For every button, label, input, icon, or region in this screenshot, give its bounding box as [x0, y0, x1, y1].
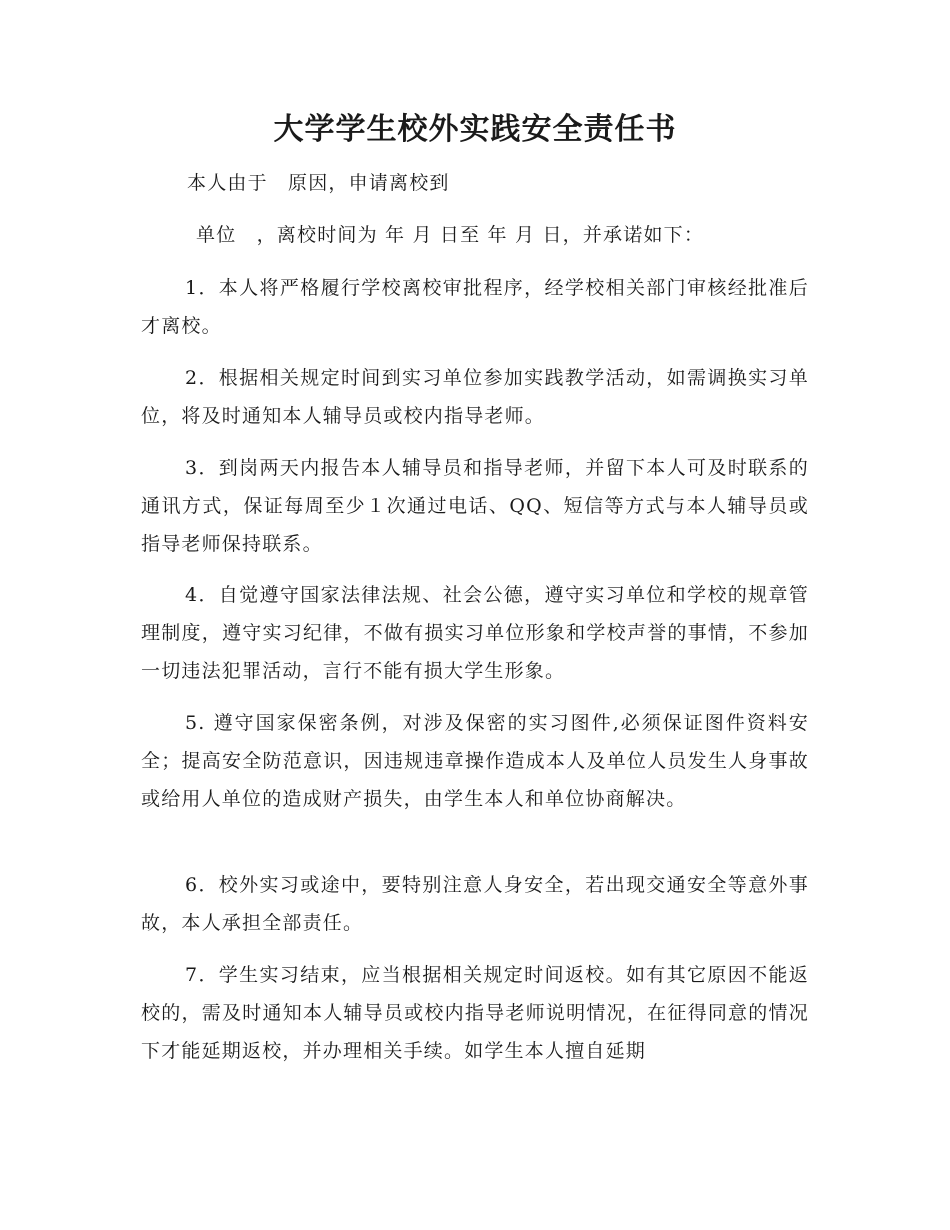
intro-line-2: 单位 ，离校时间为 年 月 日至 年 月 日，并承诺如下： [196, 224, 705, 246]
clause-5: 5. 遵守国家保密条例，对涉及保密的实习图件,必须保证图件资料安全；提高安全防范意识，因违规违章操作造成本人及单位人员发生人身事故或给用人单位的造成财产损失，由学生本人和单位协商解决。 [141, 712, 809, 810]
clause-4: 4．自觉遵守国家法律法规、社会公德，遵守实习单位和学校的规章管理制度，遵守实习纪律，不做有损实习单位形象和学校声誉的事情，不参加一切违法犯罪活动，言行不能有损大学生形象。 [141, 584, 809, 682]
document-title: 大学学生校外实践安全责任书 [273, 112, 677, 147]
clause-7: 7．学生实习结束，应当根据相关规定时间返校。如有其它原因不能返校的，需及时通知本人辅导员或校内指导老师说明情况，在征得同意的情况下才能延期返校，并办理相关手续。如学生本人擅自延期 [141, 964, 809, 1062]
clause-2: 2．根据相关规定时间到实习单位参加实践教学活动，如需调换实习单位，将及时通知本人辅导员或校内指导老师。 [141, 367, 809, 427]
clause-1: 1．本人将严格履行学校离校审批程序，经学校相关部门审核经批准后才离校。 [141, 277, 809, 337]
clause-6: 6．校外实习或途中，要特别注意人身安全，若出现交通安全等意外事故，本人承担全部责任。 [141, 874, 809, 934]
clause-3: 3．到岗两天内报告本人辅导员和指导老师，并留下本人可及时联系的通讯方式，保证每周至少１次通过电话、QQ、短信等方式与本人辅导员或指导老师保持联系。 [141, 457, 809, 555]
intro-line-1: 本人由于 原因，申请离校到 [187, 172, 450, 194]
